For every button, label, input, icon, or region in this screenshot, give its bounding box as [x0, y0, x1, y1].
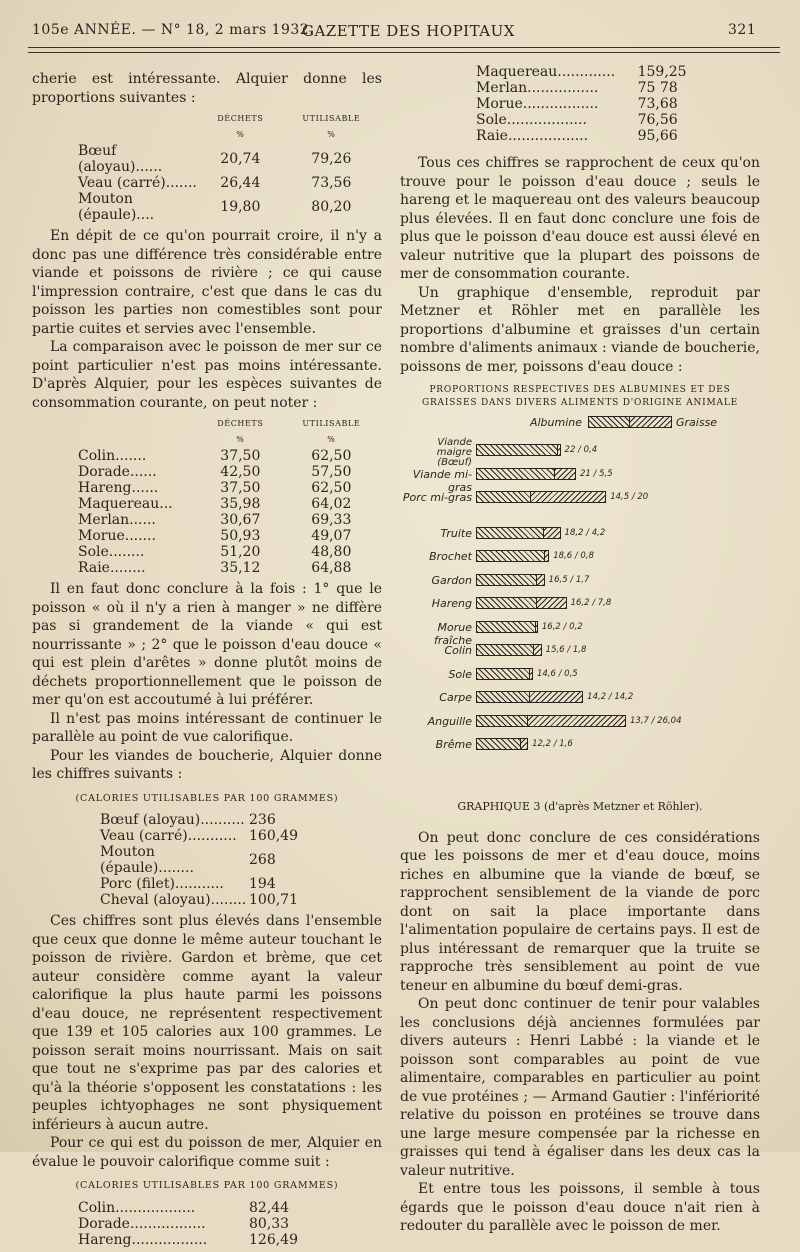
header-rule [28, 47, 780, 48]
header-rule-2 [28, 52, 780, 53]
chart-bar [476, 468, 576, 480]
chart-bar-albumine [477, 645, 534, 655]
table-row: Merlan...... 30,67 69,33 [78, 512, 352, 528]
chart-row [400, 437, 760, 468]
paragraph: cherie est intéressante. Alquier donne les proportions suivantes : [32, 71, 382, 106]
chart-bar [476, 550, 549, 562]
chart-bar [476, 491, 606, 503]
chart-bar-graisse [544, 528, 559, 538]
chart-caption: GRAPHIQUE 3 (d'après Metzner et Röhler). [457, 800, 703, 813]
chart-category-label: Brême [435, 738, 472, 751]
page-number: 321 [728, 22, 757, 38]
table-row: Mouton (épaule).... 19,80 80,20 [78, 191, 352, 223]
chart-category-label: Hareng [431, 597, 472, 610]
chart-bar [476, 738, 528, 750]
table-caption: (CALORIES UTILISABLES PAR 100 GRAMMES) [75, 1180, 339, 1191]
table-row: Colin.................. 82,44 [78, 1199, 290, 1216]
chart-value-label: 15,6 / 1,8 [545, 645, 587, 655]
paragraph: Pour ce qui est du poisson de mer, Alquier en évalue le pouvoir calorifique comme suit : [32, 1135, 382, 1170]
chart-bar-graisse [530, 692, 583, 702]
chart-bar-graisse [530, 669, 532, 679]
chart-value-label: 14,2 / 14,2 [587, 692, 634, 702]
paragraph: Il en faut donc conclure à la fois : 1° que le poisson « où il n'y a rien à manger » ne diffère pas si grandement de la viande « qui est nourrissante » ; 2° que le poisson d'eau douce « qui est plein d'arêtes » donne plutôt moins de déchets proportionnellement que le poisson de mer qu'on est accoutumé à lui préférer. [32, 581, 382, 708]
chart-category-label: Brochet [429, 550, 472, 563]
chart-row [400, 738, 760, 753]
chart-bar-graisse [558, 445, 559, 455]
paragraph: Il n'est pas moins intéressant de continuer le parallèle au point de vue calorifique. [32, 710, 382, 745]
chart-value-label: 13,7 / 26,04 [629, 715, 682, 726]
chart-legend [510, 416, 760, 431]
chart-bar [476, 597, 567, 609]
chart-category-label: Anguille [427, 714, 472, 728]
paragraph: Un graphique d'ensemble, reproduit par Metzner et Röhler met en parallèle les proportions d'albumine et graisses d'un certain nombre d'aliments animaux : viande de boucherie, poissons de mer, poissons d'eau douce : [400, 284, 760, 375]
chart-row [400, 574, 760, 589]
chart-bar [476, 444, 561, 456]
table-header: UTILISABLE % [302, 114, 361, 139]
table-row: Dorade...... 42,50 57,50 [78, 464, 352, 480]
chart-bar-albumine [477, 622, 536, 632]
chart-category-label: Sole [448, 667, 472, 681]
table-row: Morue....... 50,93 49,07 [78, 528, 352, 544]
chart-bar-albumine [477, 445, 558, 455]
chart-bar [476, 644, 542, 656]
chart-bar [476, 621, 538, 633]
chart-bar-albumine [477, 528, 544, 538]
paragraph: On peut donc conclure de ces considérations que les poissons de mer et d'eau douce, moins riches en albumine que la viande de bœuf, se rapprochent sensiblement de la viande de porc dont on sait la place importante dans l'alimentation populaire de certains pays. Il est de plus intéressant de remarquer que la truite se rapproche très sensiblement au point de vue teneur en albumine du bœuf demi-gras. [400, 829, 760, 994]
chart-bar-graisse [537, 598, 566, 608]
chart-bar-albumine [477, 716, 528, 726]
table-row: Veau (carré)....... 26,44 73,56 [78, 175, 352, 191]
table-row: Raie........ 35,12 64,88 [78, 560, 352, 576]
chart-bar-graisse [555, 469, 575, 479]
left-column [32, 70, 382, 1252]
chart-bar-graisse [528, 716, 625, 726]
issue-info: 105e ANNÉE. — N° 18, 2 mars 1932. [32, 22, 315, 38]
chart-bar-albumine [477, 692, 530, 702]
table-row: Colin....... 37,50 62,50 [78, 448, 352, 464]
chart-value-label: 18,6 / 0,8 [553, 551, 594, 561]
chart-row [400, 620, 760, 647]
table-row: Sole........ 51,20 48,80 [78, 544, 352, 560]
chart-category-label: Gardon [431, 573, 472, 587]
chart-bar-graisse [534, 645, 541, 655]
chart-category-label: Truite [440, 526, 472, 540]
chart-category-label: Colin [444, 644, 472, 657]
chart-bar [476, 574, 545, 586]
chart-value-label: 22 / 0,4 [564, 445, 598, 455]
table-row: Bœuf (aloyau)...... 20,74 79,26 [78, 143, 352, 175]
table-header: DÉCHETS % [217, 114, 264, 139]
chart-value-label: 14,6 / 0,5 [536, 668, 578, 679]
chart-bar [476, 527, 561, 539]
paragraph: On peut donc continuer de tenir pour valables les conclusions déjà anciennes formulées par divers auteurs : Henri Labbé : la viande et le poisson sont comparables au point de vue alimentaire, comparables en particulier au point de vue protéines ; — Armand Gautier : l'infériorité relative du poisson en protéines se trouve dans une large mesure compensée par la richesse en graisses qui tend à égaliser dans les deux cas la valeur nutritive. [400, 996, 760, 1179]
albumin-fat-chart [400, 416, 760, 796]
table-row: Merlan................ 75 78 [476, 80, 678, 96]
chart-bar-graisse [531, 492, 605, 502]
table-row: Veau (carré)........... 160,49 [100, 828, 298, 844]
table-row: Bœuf (aloyau).......... 236 [100, 812, 276, 828]
chart-title: PROPORTIONS RESPECTIVES DES ALBUMINES ET DES GRAISSES DANS DIVERS ALIMENTS D'ORIGINE ANIMALE [421, 385, 738, 408]
table-row: Dorade................. 80,33 [78, 1215, 290, 1232]
chart-value-label: 12,2 / 1,6 [532, 739, 573, 749]
chart-category-label: Morue fraîche [434, 620, 472, 647]
table-row: Morue................. 73,68 [476, 96, 678, 112]
chart-row [400, 644, 760, 659]
table-caption: (CALORIES UTILISABLES PAR 100 GRAMMES) [75, 792, 339, 804]
chart-value-label: 16,5 / 1,7 [548, 574, 590, 585]
chart-bar-albumine [477, 575, 537, 585]
chart-category-label: Carpe [439, 691, 472, 704]
chart-row [400, 597, 760, 612]
chart-bar [476, 715, 626, 727]
chart-row [400, 668, 760, 683]
chart-bar-graisse [521, 739, 527, 749]
chart-bar-albumine [477, 669, 530, 679]
calories-table-fish [32, 1200, 382, 1248]
legend-label-graisse: Graisse [676, 416, 718, 429]
chart-value-label: 16,2 / 7,8 [570, 598, 612, 608]
paragraph: Et entre tous les poissons, il semble à tous égards que le poisson d'eau douce n'ait rien à redouter du parallèle avec le poisson de mer. [400, 1181, 760, 1234]
paragraph: Pour les viandes de boucherie, Alquier donne les chiffres suivants : [32, 747, 382, 782]
table-row: Cheval (aloyau)........ 100,71 [100, 892, 298, 908]
waste-table-meat [32, 111, 382, 223]
journal-title: GAZETTE DES HOPITAUX [302, 22, 515, 40]
table-header: UTILISABLE % [302, 419, 361, 444]
table-row: Hareng................. 126,49 [78, 1231, 298, 1248]
chart-bar-albumine [477, 739, 521, 749]
chart-bar-graisse [545, 551, 548, 561]
chart-row [400, 550, 760, 565]
chart-row [400, 527, 760, 542]
table-row: Sole.................. 76,56 [476, 112, 678, 128]
legend-label-albumine: Albumine [529, 416, 582, 429]
paragraph: La comparaison avec le poisson de mer sur ce point particulier n'est pas moins intéressante. D'après Alquier, pour les espèces suivantes de consommation courante, on peut noter : [32, 339, 382, 411]
table-row: Raie.................. 95,66 [476, 128, 678, 144]
legend-swatch [588, 416, 672, 428]
right-column [400, 64, 760, 1236]
chart-category-label: Porc mi-gras [402, 491, 472, 504]
chart-category-label: Viande maigre (Bœuf) [436, 437, 472, 468]
chart-value-label: 16,2 / 0,2 [541, 621, 583, 632]
chart-bar-albumine [477, 551, 545, 561]
chart-value-label: 21 / 5,5 [580, 468, 613, 479]
chart-value-label: 18,2 / 4,2 [564, 527, 606, 538]
table-row: Hareng...... 37,50 62,50 [78, 480, 352, 496]
chart-bar-graisse [537, 575, 543, 585]
calories-table-fish-cont [400, 64, 760, 144]
table-row: Mouton (épaule)........ 268 [100, 844, 276, 876]
chart-bar-albumine [477, 598, 537, 608]
calories-table-meat [32, 812, 382, 908]
paragraph: Tous ces chiffres se rapprochent de ceux qu'on trouve pour le poisson d'eau douce ; seuls le hareng et le maquereau ont des valeurs beaucoup plus élevées. Il en faut donc conclure une fois de plus que le poisson d'eau douce est aussi élevé en valeur nutritive que la plupart des poissons de mer de consommation courante. [400, 155, 760, 282]
chart-bar-albumine [477, 492, 531, 502]
chart-bar [476, 691, 583, 703]
chart-value-label: 14,5 / 20 [610, 492, 649, 502]
table-row: Maquereau............. 159,25 [476, 64, 687, 80]
chart-bar [476, 668, 533, 680]
chart-row [400, 467, 760, 494]
chart-bar-albumine [477, 469, 555, 479]
paragraph: En dépit de ce qu'on pourrait croire, il n'y a donc pas une différence très considérable entre viande et poissons de rivière ; ce qui cause l'impression contraire, c'est que dans le cas du poisson les parties non comestibles sont pour partie cuites et servies avec l'ensemble. [32, 228, 382, 337]
chart-bar-graisse [536, 622, 537, 632]
waste-table-fish [32, 416, 382, 576]
chart-row [400, 715, 760, 730]
chart-row [400, 491, 760, 506]
chart-row [400, 691, 760, 706]
chart-category-label: Viande mi-gras [412, 467, 472, 494]
table-header: DÉCHETS % [217, 419, 264, 444]
table-row: Porc (filet)........... 194 [100, 876, 276, 892]
table-row: Maquereau... 35,98 64,02 [78, 496, 352, 512]
paragraph: Ces chiffres sont plus élevés dans l'ensemble que ceux que donne le même auteur touchant le poisson de rivière. Gardon et brème, que cet auteur considère comme ayant la valeur calorifique la plus haute parmi les poissons d'eau douce, ne représentent respectivement que 139 et 105 calories aux 100 grammes. Le poisson serait moins nourrissant. Mais on sait que tout ne s'exprime pas par des calories et qu'à la théorie s'opposent les constatations : les peuples ichtyophages ne sont physiquement inférieurs à aucun autre. [32, 913, 382, 1133]
